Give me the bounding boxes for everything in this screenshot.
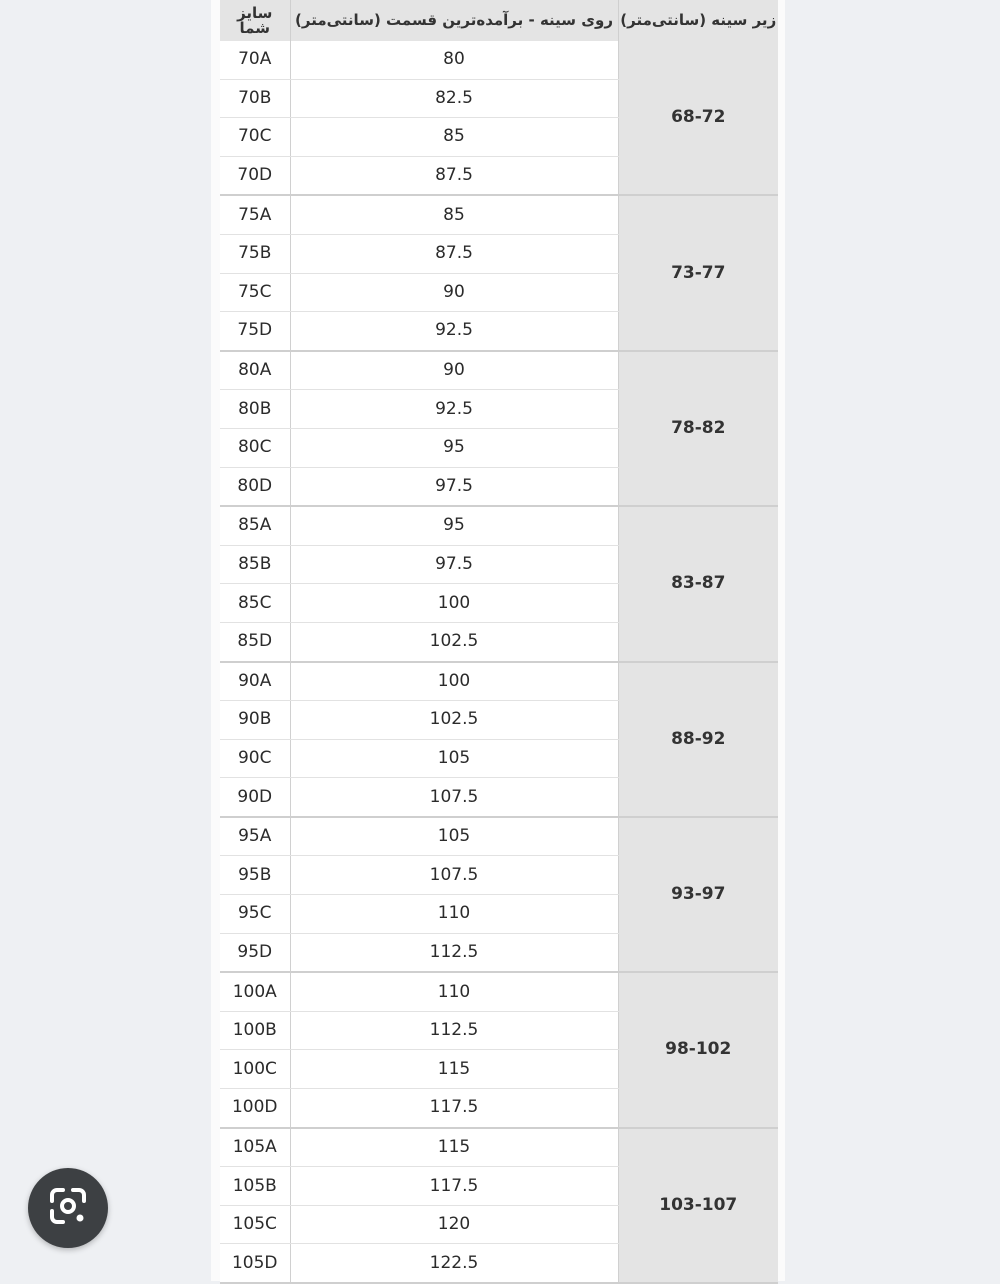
over-bust-cell: 117.5 [290,1089,618,1128]
size-cell: 100A [220,972,290,1011]
size-cell: 95D [220,933,290,972]
under-bust-range-cell: 83-87 [618,506,778,661]
over-bust-cell: 105 [290,817,618,856]
over-bust-cell: 95 [290,428,618,467]
size-cell: 105D [220,1244,290,1283]
size-cell: 95B [220,856,290,895]
size-cell: 80C [220,428,290,467]
google-lens-button[interactable] [28,1168,108,1248]
over-bust-cell: 107.5 [290,856,618,895]
size-cell: 75B [220,234,290,273]
size-cell: 95C [220,895,290,934]
table-row [220,972,778,1011]
under-bust-range-cell: 88-92 [618,662,778,817]
over-bust-cell: 80 [290,41,618,79]
under-bust-range-cell: 78-82 [618,351,778,506]
size-cell: 75A [220,195,290,234]
over-bust-cell: 100 [290,662,618,701]
over-bust-cell: 87.5 [290,234,618,273]
size-cell: 105C [220,1205,290,1244]
size-cell: 80A [220,351,290,390]
table-row [220,195,778,234]
over-bust-cell: 115 [290,1050,618,1089]
size-cell: 70D [220,156,290,195]
size-cell: 100C [220,1050,290,1089]
over-bust-cell: 112.5 [290,1011,618,1050]
over-bust-cell: 85 [290,195,618,234]
over-bust-cell: 112.5 [290,933,618,972]
size-cell: 105B [220,1167,290,1206]
size-cell: 70B [220,79,290,118]
size-cell: 70C [220,118,290,157]
table-header-row [220,0,778,41]
table-row [220,662,778,701]
bra-size-table [220,0,778,1284]
size-cell: 85B [220,545,290,584]
under-bust-range-cell: 103-107 [618,1128,778,1283]
table-row [220,1128,778,1167]
over-bust-cell: 105 [290,739,618,778]
over-bust-cell: 87.5 [290,156,618,195]
under-bust-range-cell: 73-77 [618,195,778,350]
over-bust-cell: 115 [290,1128,618,1167]
over-bust-cell: 90 [290,351,618,390]
over-bust-cell: 92.5 [290,312,618,351]
size-cell: 95A [220,817,290,856]
under-bust-range-cell: 68-72 [618,41,778,195]
table-row [220,351,778,390]
header-under-bust: زیر سینه (سانتی‌متر) [618,0,778,41]
under-bust-range-cell: 93-97 [618,817,778,972]
size-cell: 70A [220,41,290,79]
over-bust-cell: 107.5 [290,778,618,817]
size-cell: 85A [220,506,290,545]
over-bust-cell: 85 [290,118,618,157]
over-bust-cell: 120 [290,1205,618,1244]
size-cell: 90C [220,739,290,778]
size-cell: 90A [220,662,290,701]
size-cell: 80D [220,467,290,506]
table-row [220,506,778,545]
table-row [220,817,778,856]
over-bust-cell: 92.5 [290,390,618,429]
over-bust-cell: 97.5 [290,545,618,584]
over-bust-cell: 110 [290,895,618,934]
over-bust-cell: 117.5 [290,1167,618,1206]
over-bust-cell: 90 [290,273,618,312]
over-bust-cell: 102.5 [290,701,618,740]
size-cell: 90D [220,778,290,817]
table-row [220,41,778,79]
size-cell: 90B [220,701,290,740]
google-lens-icon [46,1184,90,1232]
header-your-size: سایز شما [220,0,290,41]
over-bust-cell: 95 [290,506,618,545]
table-body [220,41,778,1283]
over-bust-cell: 100 [290,584,618,623]
header-over-bust: روی سینه - برآمده‌ترین قسمت (سانتی‌متر) [290,0,618,41]
over-bust-cell: 97.5 [290,467,618,506]
size-cell: 105A [220,1128,290,1167]
size-cell: 85D [220,622,290,661]
over-bust-cell: 82.5 [290,79,618,118]
under-bust-range-cell: 98-102 [618,972,778,1127]
size-cell: 75C [220,273,290,312]
size-cell: 85C [220,584,290,623]
size-cell: 100B [220,1011,290,1050]
size-cell: 75D [220,312,290,351]
over-bust-cell: 110 [290,972,618,1011]
over-bust-cell: 122.5 [290,1244,618,1283]
over-bust-cell: 102.5 [290,622,618,661]
size-cell: 80B [220,390,290,429]
size-cell: 100D [220,1089,290,1128]
